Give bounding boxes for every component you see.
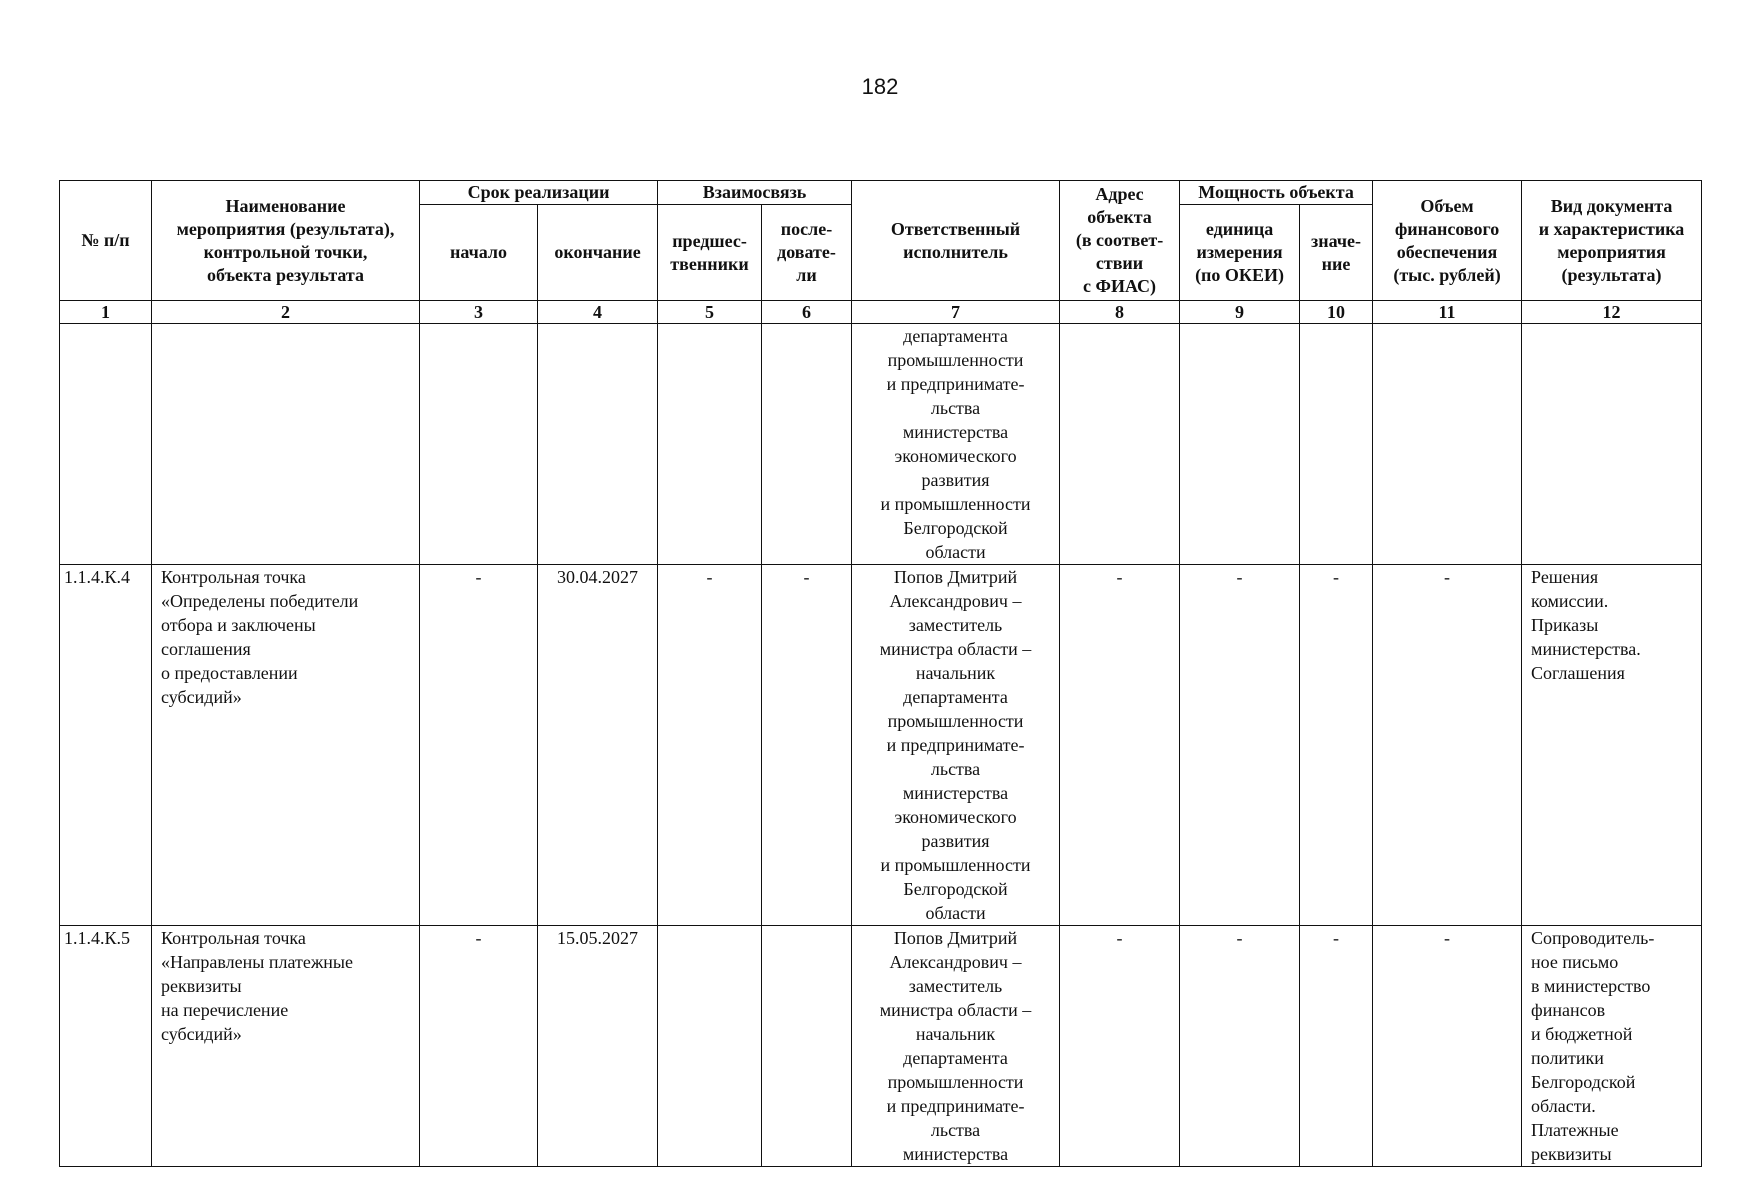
cell-unit: - bbox=[1180, 565, 1300, 926]
header-line: (по ОКЕИ) bbox=[1195, 265, 1284, 285]
column-numbers-row bbox=[60, 301, 1702, 324]
cell-address: - bbox=[1060, 565, 1180, 926]
cell-name bbox=[152, 565, 420, 926]
cell-line: министерства bbox=[902, 422, 1009, 442]
header-line: Адрес bbox=[1095, 184, 1144, 204]
cell-predecessors bbox=[658, 926, 762, 1167]
header-line: после- bbox=[780, 219, 833, 239]
header-line: измерения bbox=[1196, 242, 1283, 262]
cell-line: промышленности bbox=[887, 1072, 1024, 1092]
cell-line: льства bbox=[930, 398, 981, 418]
cell-line: Попов Дмитрий bbox=[893, 928, 1018, 948]
header-line: контрольной точки, bbox=[203, 241, 368, 262]
cell-line: заместитель bbox=[908, 615, 1003, 635]
cell-successors bbox=[762, 324, 852, 565]
cell-line: министерства bbox=[902, 1144, 1009, 1164]
cell-line: министерства. bbox=[1531, 639, 1641, 659]
cell-end bbox=[538, 324, 658, 565]
cell-line: промышленности bbox=[887, 350, 1024, 370]
cell-start bbox=[420, 324, 538, 565]
page-number: 182 bbox=[861, 74, 899, 99]
cell-line: о предоставлении bbox=[161, 663, 298, 683]
header-num: № п/п bbox=[60, 181, 152, 301]
header-line: обеспечения bbox=[1396, 241, 1498, 262]
cell-responsible bbox=[852, 565, 1060, 926]
column-number: 6 bbox=[762, 301, 852, 324]
cell-predecessors: - bbox=[658, 565, 762, 926]
header-line: довате- bbox=[777, 242, 836, 262]
header-line: предшес- bbox=[672, 230, 747, 251]
cell-funding: - bbox=[1373, 926, 1522, 1167]
header-line: Ответственный bbox=[890, 218, 1021, 239]
cell-line: Белгородской bbox=[903, 879, 1008, 899]
cell-line: комиссии. bbox=[1531, 591, 1609, 611]
cell-line: департамента bbox=[903, 326, 1008, 346]
header-line: объекта результата bbox=[207, 264, 364, 285]
cell-doc bbox=[1522, 565, 1702, 926]
cell-line: начальник bbox=[915, 1024, 996, 1044]
cell-doc bbox=[1522, 926, 1702, 1167]
cell-line: области bbox=[925, 903, 986, 923]
cell-line: области bbox=[925, 542, 986, 562]
cell-line: Контрольная точка bbox=[161, 928, 306, 948]
cell-value: - bbox=[1300, 565, 1373, 926]
cell-line: соглашения bbox=[161, 639, 251, 659]
column-number: 3 bbox=[420, 301, 538, 324]
header-line: ли bbox=[796, 265, 817, 285]
cell-value: - bbox=[1300, 926, 1373, 1167]
cell-code: 1.1.4.К.4 bbox=[60, 565, 152, 926]
column-number: 10 bbox=[1300, 301, 1373, 324]
cell-line: заместитель bbox=[908, 976, 1003, 996]
column-number: 7 bbox=[852, 301, 1060, 324]
column-number: 9 bbox=[1180, 301, 1300, 324]
header-doc-type bbox=[1522, 181, 1702, 301]
cell-line: и бюджетной bbox=[1531, 1024, 1633, 1044]
cell-line: департамента bbox=[903, 1048, 1008, 1068]
cell-value bbox=[1300, 324, 1373, 565]
cell-line: Приказы bbox=[1531, 615, 1599, 635]
cell-funding: - bbox=[1373, 565, 1522, 926]
table-row bbox=[60, 324, 1702, 565]
header-address bbox=[1060, 181, 1180, 301]
cell-line: Сопроводитель- bbox=[1531, 928, 1655, 948]
header-line: ствии bbox=[1095, 253, 1144, 273]
cell-line: субсидий» bbox=[161, 1024, 242, 1044]
cell-start: - bbox=[420, 565, 538, 926]
cell-line: и предпринимате- bbox=[886, 374, 1025, 394]
cell-code bbox=[60, 324, 152, 565]
table-row bbox=[60, 926, 1702, 1167]
header-funding bbox=[1373, 181, 1522, 301]
header-line: (тыс. рублей) bbox=[1393, 264, 1501, 285]
cell-line: ное письмо bbox=[1531, 952, 1619, 972]
cell-line: развития bbox=[921, 831, 990, 851]
header-predecessors bbox=[658, 205, 762, 301]
cell-line: Александрович – bbox=[889, 952, 1022, 972]
header-line: ние bbox=[1321, 253, 1351, 274]
cell-line: Александрович – bbox=[889, 591, 1022, 611]
cell-line: и промышленности bbox=[880, 855, 1031, 875]
cell-line: финансов bbox=[1531, 1000, 1606, 1020]
cell-line: министерства bbox=[902, 783, 1009, 803]
header-line: (результата) bbox=[1561, 264, 1662, 285]
cell-responsible bbox=[852, 926, 1060, 1167]
cell-address bbox=[1060, 324, 1180, 565]
header-line: объекта bbox=[1087, 207, 1152, 227]
column-number: 11 bbox=[1373, 301, 1522, 324]
cell-line: начальник bbox=[915, 663, 996, 683]
cell-line: Попов Дмитрий bbox=[893, 567, 1018, 587]
cell-line: Решения bbox=[1531, 567, 1599, 587]
column-number: 4 bbox=[538, 301, 658, 324]
cell-name bbox=[152, 324, 420, 565]
header-line: финансового bbox=[1394, 218, 1500, 239]
header-relation-group: Взаимосвязь bbox=[658, 181, 852, 205]
header-end: окончание bbox=[538, 205, 658, 301]
cell-line: Платежные bbox=[1531, 1120, 1619, 1140]
header-line: значе- bbox=[1311, 230, 1362, 251]
cell-line: льства bbox=[930, 1120, 981, 1140]
cell-line: «Определены победители bbox=[161, 591, 359, 611]
cell-doc bbox=[1522, 324, 1702, 565]
cell-line: и промышленности bbox=[880, 494, 1031, 514]
header-responsible bbox=[852, 181, 1060, 301]
cell-address: - bbox=[1060, 926, 1180, 1167]
cell-line: субсидий» bbox=[161, 687, 242, 707]
cell-line: департамента bbox=[903, 687, 1008, 707]
header-line: с ФИАС) bbox=[1083, 276, 1157, 296]
cell-funding bbox=[1373, 324, 1522, 565]
header-line: твенники bbox=[670, 253, 749, 274]
cell-line: реквизиты bbox=[161, 976, 242, 996]
cell-line: Белгородской bbox=[903, 518, 1008, 538]
cell-line: Соглашения bbox=[1531, 663, 1625, 683]
cell-unit bbox=[1180, 324, 1300, 565]
column-number: 2 bbox=[152, 301, 420, 324]
cell-line: области. bbox=[1531, 1096, 1596, 1116]
header-line: Наименование bbox=[225, 195, 346, 216]
cell-line: развития bbox=[921, 470, 990, 490]
header-value bbox=[1300, 205, 1373, 301]
header-line: мероприятия (результата), bbox=[176, 218, 395, 239]
cell-line: и предпринимате- bbox=[886, 735, 1025, 755]
cell-code: 1.1.4.К.5 bbox=[60, 926, 152, 1167]
cell-name bbox=[152, 926, 420, 1167]
cell-line: льства bbox=[930, 759, 981, 779]
header-line: мероприятия bbox=[1557, 241, 1666, 262]
cell-line: Белгородской bbox=[1531, 1072, 1636, 1092]
cell-successors bbox=[762, 926, 852, 1167]
cell-line: Контрольная точка bbox=[161, 567, 306, 587]
activities-table bbox=[59, 180, 1702, 1167]
cell-line: и предпринимате- bbox=[886, 1096, 1025, 1116]
cell-line: министра области – bbox=[879, 639, 1032, 659]
column-number: 1 bbox=[60, 301, 152, 324]
cell-start: - bbox=[420, 926, 538, 1167]
cell-successors: - bbox=[762, 565, 852, 926]
header-line: исполнитель bbox=[903, 241, 1008, 262]
column-number: 5 bbox=[658, 301, 762, 324]
header-unit bbox=[1180, 205, 1300, 301]
cell-line: экономического bbox=[894, 807, 1017, 827]
column-number: 8 bbox=[1060, 301, 1180, 324]
cell-line: отбора и заключены bbox=[161, 615, 316, 635]
header-successors bbox=[762, 205, 852, 301]
cell-line: на перечисление bbox=[161, 1000, 289, 1020]
cell-line: экономического bbox=[894, 446, 1017, 466]
header-line: Объем bbox=[1420, 195, 1474, 216]
column-number: 12 bbox=[1522, 301, 1702, 324]
header-line: Вид документа bbox=[1550, 195, 1673, 216]
cell-line: политики bbox=[1531, 1048, 1604, 1068]
cell-line: в министерство bbox=[1531, 976, 1651, 996]
cell-end: 30.04.2027 bbox=[538, 565, 658, 926]
cell-responsible bbox=[852, 324, 1060, 565]
header-line: (в соответ- bbox=[1075, 230, 1164, 250]
cell-line: министра области – bbox=[879, 1000, 1032, 1020]
cell-predecessors bbox=[658, 324, 762, 565]
header-term-group: Срок реализации bbox=[420, 181, 658, 205]
header-name bbox=[152, 181, 420, 301]
header-capacity-group: Мощность объекта bbox=[1180, 181, 1373, 205]
cell-unit: - bbox=[1180, 926, 1300, 1167]
cell-line: реквизиты bbox=[1531, 1144, 1612, 1164]
table-row bbox=[60, 565, 1702, 926]
cell-line: «Направлены платежные bbox=[161, 952, 353, 972]
cell-line: промышленности bbox=[887, 711, 1024, 731]
header-line: единица bbox=[1205, 219, 1274, 239]
cell-end: 15.05.2027 bbox=[538, 926, 658, 1167]
header-start: начало bbox=[420, 205, 538, 301]
header-line: и характеристика bbox=[1538, 218, 1685, 239]
